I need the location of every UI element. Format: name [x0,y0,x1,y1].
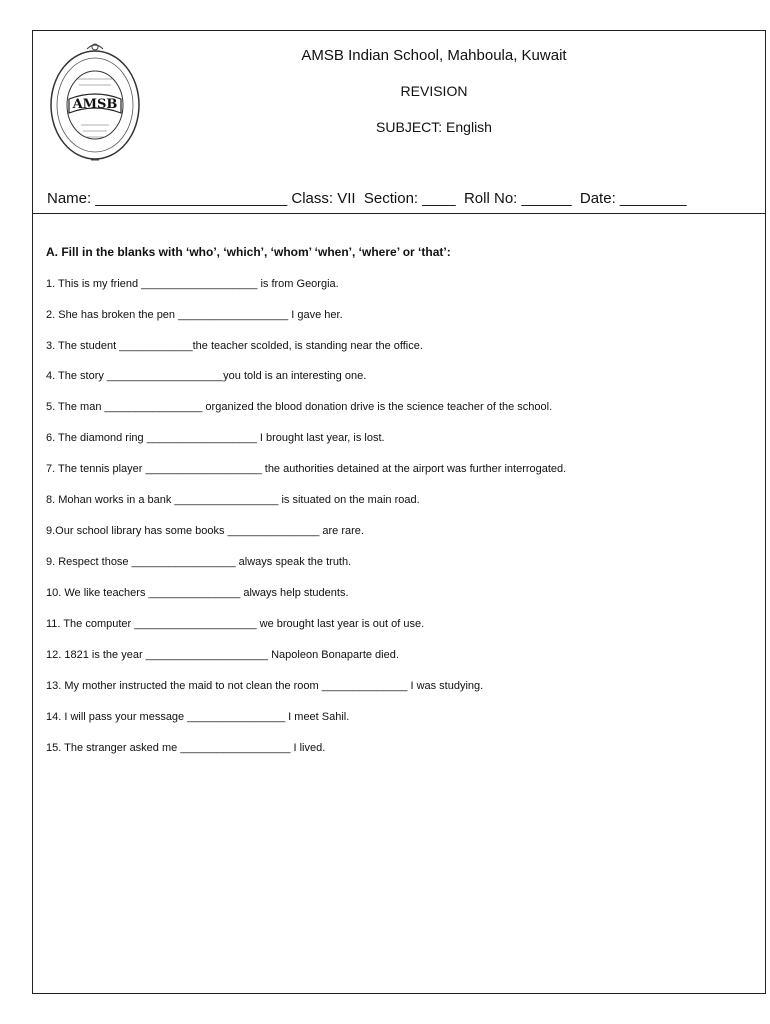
question-14: 14. I will pass your message ________________ I meet Sahil. [46,711,350,723]
question-3: 3. The student ____________the teacher scolded, is standing near the office. [46,340,423,352]
question-9b: 9. Respect those _________________ always speak the truth. [46,556,352,568]
question-9a: 9.Our school library has some books _______________ are rare. [46,525,364,537]
worksheet-page [32,30,766,994]
subject-line: SUBJECT: English [376,119,492,135]
question-11: 11. The computer ____________________ we brought last year is out of use. [46,618,425,630]
question-6: 6. The diamond ring __________________ I brought last year, is lost. [46,432,385,444]
question-13: 13. My mother instructed the maid to not clean the room ______________ I was studying. [46,680,484,692]
question-15: 15. The stranger asked me __________________ I lived. [46,742,326,754]
question-7: 7. The tennis player ___________________ the authorities detained at the airport was further interrogated. [46,463,567,475]
question-1: 1. This is my friend ___________________ is from Georgia. [46,278,339,290]
question-8: 8. Mohan works in a bank _________________ is situated on the main road. [46,494,420,506]
logo-emblem-text: AMSB [72,97,118,112]
section-a-heading: A. Fill in the blanks with ‘who’, ‘which’, ‘whom’ ‘when’, ‘where’ or ‘that’: [46,245,451,259]
student-info-line: Name: _______________________ Class: VII Section: ____ Roll No: ______ Date: ________ [47,190,687,207]
question-12: 12. 1821 is the year ____________________ Napoleon Bonaparte died. [46,649,399,661]
worksheet-header [33,31,765,214]
question-10: 10. We like teachers _______________ always help students. [46,587,349,599]
school-name: AMSB Indian School, Mahboula, Kuwait [301,47,567,64]
question-2: 2. She has broken the pen __________________ I gave her. [46,309,343,321]
worksheet-title: REVISION [400,83,468,99]
question-5: 5. The man ________________ organized the blood donation drive is the science teacher of the school. [46,401,553,413]
question-4: 4. The story ___________________you told is an interesting one. [46,370,367,382]
